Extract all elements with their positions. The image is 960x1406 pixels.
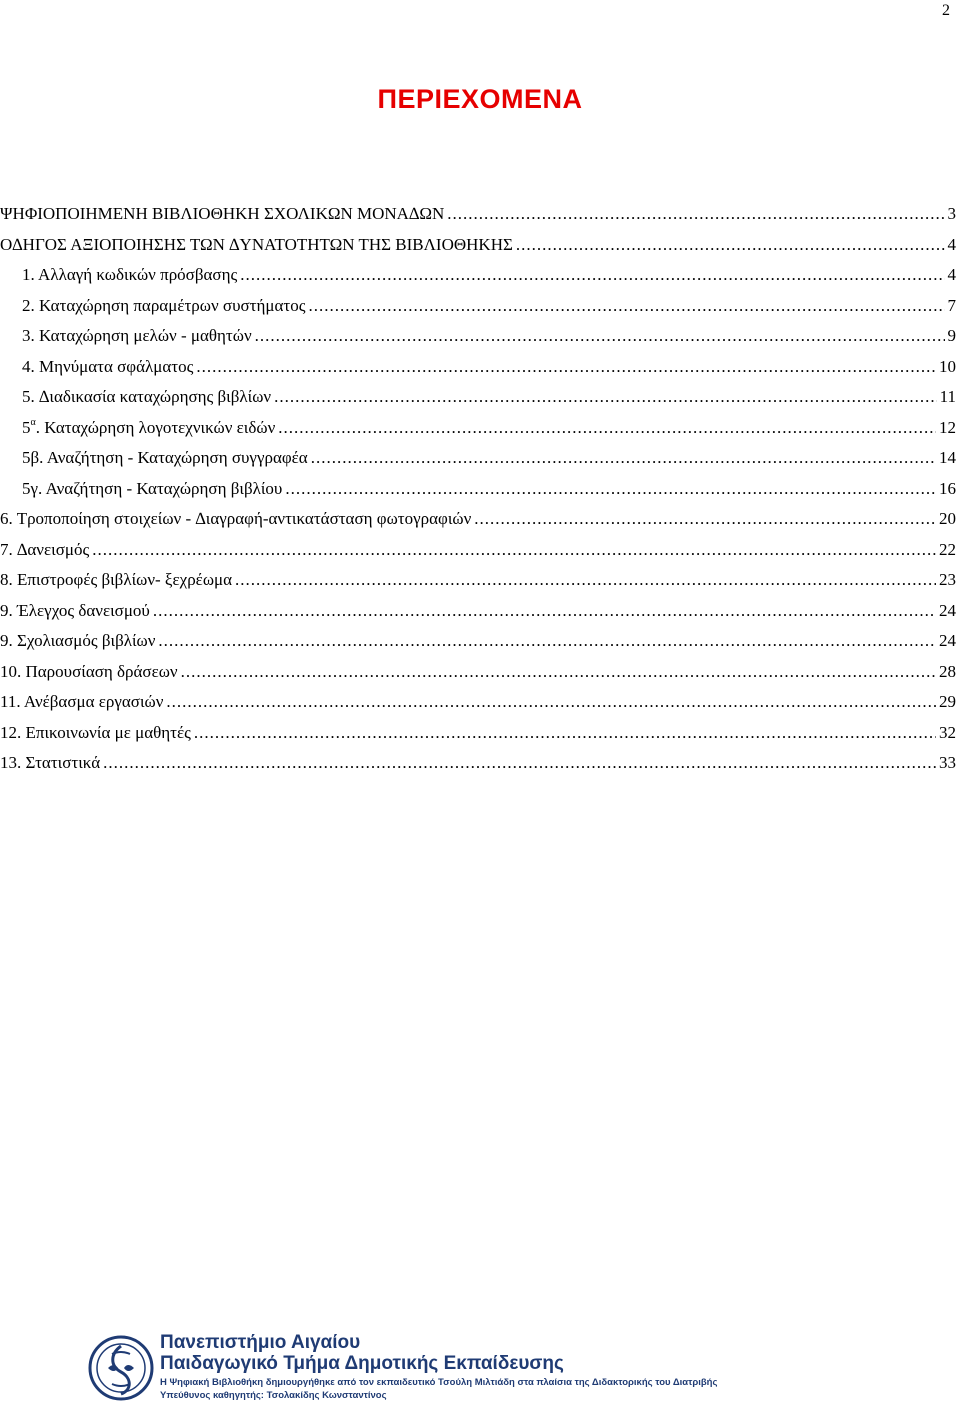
toc-entry[interactable] <box>0 413 956 444</box>
university-name: Πανεπιστήμιο Αιγαίου <box>160 1332 361 1353</box>
toc-entry-label: 5γ. Αναζήτηση - Καταχώρηση βιβλίου <box>22 478 283 498</box>
toc-dot-leader <box>103 748 936 779</box>
toc-dot-leader <box>194 718 936 749</box>
toc-entry[interactable] <box>0 382 956 413</box>
toc-entry[interactable] <box>0 260 956 291</box>
toc-entry-page-number: 4 <box>947 234 956 254</box>
toc-dot-leader <box>308 291 944 322</box>
toc-dot-leader <box>274 382 937 413</box>
toc-entry-label: 5β. Αναζήτηση - Καταχώρηση συγγραφέα <box>22 448 308 467</box>
toc-entry-page-number: 20 <box>939 509 956 528</box>
toc-entry-page-number: 33 <box>939 753 956 772</box>
toc-dot-leader <box>285 474 936 505</box>
toc-entry[interactable] <box>0 535 956 566</box>
toc-entry-label-superscript: α <box>30 416 36 428</box>
toc-entry[interactable] <box>0 352 956 383</box>
toc-dot-leader <box>474 504 936 535</box>
toc-entry-page-number: 23 <box>939 570 956 589</box>
toc-entry[interactable] <box>0 230 956 261</box>
toc-entry-page-number: 7 <box>947 295 956 315</box>
toc-entry[interactable] <box>0 474 956 505</box>
toc-entry[interactable] <box>0 657 956 688</box>
toc-entry[interactable] <box>0 748 956 779</box>
toc-entry-label: 1. Αλλαγή κωδικών πρόσβασης <box>22 265 238 284</box>
department-name: Παιδαγωγικό Τμήμα Δημοτικής Εκπαίδευσης <box>160 1353 564 1374</box>
toc-entry-page-number: 22 <box>939 539 956 559</box>
toc-entry-page-number: 3 <box>947 204 956 223</box>
responsible-professor: Υπεύθυνος καθηγητής: Τσολακίδης Κωνσταντίνος <box>160 1390 387 1401</box>
toc-entry-label: 8. Επιστροφές βιβλίων- ξεχρέωμα <box>0 570 233 589</box>
toc-dot-leader <box>153 596 936 627</box>
toc-entry-label: 7. ∆ανεισμός <box>0 539 90 559</box>
toc-dot-leader <box>278 413 936 444</box>
toc-entry[interactable] <box>0 718 956 749</box>
toc-entry[interactable] <box>0 596 956 627</box>
toc-entry[interactable] <box>0 321 956 352</box>
toc-dot-leader <box>92 535 936 566</box>
toc-entry-page-number: 29 <box>939 692 956 711</box>
toc-dot-leader <box>158 626 936 657</box>
toc-dot-leader <box>235 565 936 596</box>
toc-entry[interactable] <box>0 626 956 657</box>
toc-entry[interactable] <box>0 687 956 718</box>
toc-dot-leader <box>240 260 944 291</box>
toc-entry[interactable] <box>0 504 956 535</box>
toc-entry-label: 12. Επικοινωνία με μαθητές <box>0 722 191 742</box>
toc-entry-label: 10. Παρουσίαση δράσεων <box>0 661 178 681</box>
toc-entry-label: 3. Καταχώρηση μελών - μαθητών <box>22 326 252 345</box>
university-emblem-icon <box>88 1332 154 1404</box>
toc-dot-leader <box>196 352 936 383</box>
toc-entry-label: 9. Έλεγχος δανεισμού <box>0 600 150 620</box>
toc-entry-label: 13. Στατιστικά <box>0 753 101 772</box>
footer-logo-block <box>88 1332 878 1404</box>
toc-dot-leader <box>311 443 936 474</box>
table-of-contents <box>0 199 956 779</box>
toc-dot-leader <box>447 199 944 230</box>
toc-entry-page-number: 24 <box>939 600 956 620</box>
toc-entry[interactable] <box>0 565 956 596</box>
toc-entry-label: 2. Καταχώρηση παραμέτρων συστήματος <box>22 295 306 315</box>
toc-entry-label-number: 5 <box>22 417 31 437</box>
toc-entry-label: 11. Ανέβασμα εργασιών <box>0 692 164 711</box>
toc-entry-label: 9. Σχολιασμός βιβλίων <box>0 631 156 650</box>
toc-entry-label: 5. ∆ιαδικασία καταχώρησης βιβλίων <box>22 387 272 406</box>
toc-entry[interactable] <box>0 443 956 474</box>
toc-entry-page-number: 32 <box>939 722 956 742</box>
toc-entry-page-number: 4 <box>947 265 956 284</box>
toc-entry-page-number: 9 <box>947 326 956 345</box>
toc-entry-label: Ο∆ΗΓΟΣ ΑΞΙΟΠΟΙΗΣΗΣ ΤΩΝ ∆ΥΝΑΤΟΤΗΤΩΝ ΤΗΣ ΒΙΒΛΙΟΘΗΚΗΣ <box>0 234 513 254</box>
toc-entry-label: ΨΗΦΙΟΠΟΙΗΜΕΝΗ ΒΙΒΛΙΟΘΗΚΗ ΣΧΟΛΙΚΩΝ ΜΟΝΑ∆ΩΝ <box>0 204 445 223</box>
toc-entry[interactable] <box>0 199 956 230</box>
toc-title: ΠΕΡΙΕΧΟΜΕΝΑ <box>377 84 583 114</box>
toc-entry-page-number: 11 <box>939 387 956 406</box>
toc-entry-page-number: 24 <box>939 631 956 650</box>
library-description: Η Ψηφιακή Βιβλιοθήκη δημιουργήθηκε από τον εκπαιδευτικό Τσούλη Μιλτιάδη στα πλαίσια της Διδακτορικής του Διατριβής <box>160 1377 718 1388</box>
toc-entry[interactable] <box>0 291 956 322</box>
toc-entry-page-number: 16 <box>939 478 956 498</box>
toc-dot-leader <box>181 657 936 688</box>
toc-dot-leader <box>166 687 936 718</box>
toc-entry-page-number: 28 <box>939 661 956 681</box>
toc-entry-page-number: 12 <box>939 417 956 437</box>
toc-entry-label: 4. Μηνύματα σφάλματος <box>22 356 194 376</box>
page-number: 2 <box>942 2 950 19</box>
toc-dot-leader <box>255 321 945 352</box>
toc-entry-label-text: . Καταχώρηση λογοτεχνικών ειδών <box>35 417 276 437</box>
toc-entry-label: 6. Τροποποίηση στοιχείων - ∆ιαγραφή-αντικατάσταση φωτογραφιών <box>0 509 472 528</box>
toc-entry-page-number: 10 <box>939 356 956 376</box>
toc-entry-page-number: 14 <box>939 448 956 467</box>
toc-entry-label <box>22 413 275 444</box>
toc-dot-leader <box>516 230 945 261</box>
